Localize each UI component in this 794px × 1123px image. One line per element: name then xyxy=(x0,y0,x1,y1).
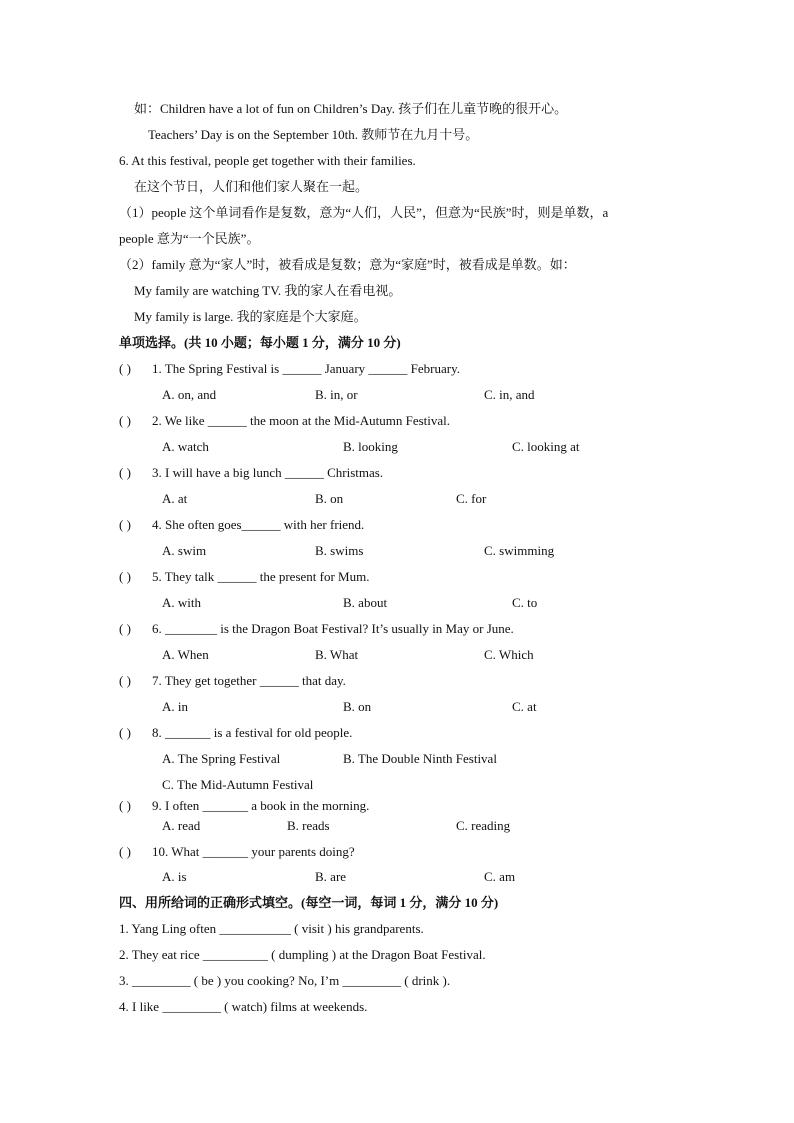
fill-item-3[interactable]: 3. _________ ( be ) you cooking? No, I’m _________ ( drink ). xyxy=(119,973,451,988)
note-line-3: 6. At this festival, people get together with their families. xyxy=(119,153,416,168)
question-8: 8. _______ is a festival for old people. xyxy=(152,725,353,740)
note-line-2: Teachers’ Day is on the September 10th. 教师节在九月十号。 xyxy=(148,127,479,142)
option-1b[interactable]: B. in, or xyxy=(315,387,358,402)
option-7b[interactable]: B. on xyxy=(343,699,372,714)
option-1a[interactable]: A. on, and xyxy=(162,387,217,402)
question-2: 2. We like ______ the moon at the Mid-Autumn Festival. xyxy=(152,413,451,428)
question-9: 9. I often _______ a book in the morning. xyxy=(152,798,370,813)
answer-blank-2[interactable]: ( ) xyxy=(119,413,131,428)
section-4-heading: 四、用所给词的正确形式填空。(每空一词，每词 1 分，满分 10 分) xyxy=(119,895,499,910)
answer-blank-4[interactable]: ( ) xyxy=(119,517,131,532)
option-4c[interactable]: C. swimming xyxy=(484,543,555,558)
fill-item-4[interactable]: 4. I like _________ ( watch) films at weekends. xyxy=(119,999,368,1014)
option-4b[interactable]: B. swims xyxy=(315,543,364,558)
option-2c[interactable]: C. looking at xyxy=(512,439,580,454)
option-6a[interactable]: A. When xyxy=(162,647,209,662)
answer-blank-9[interactable]: ( ) xyxy=(119,798,131,813)
option-8b[interactable]: B. The Double Ninth Festival xyxy=(343,751,497,766)
note-line-6: people 意为“一个民族”。 xyxy=(119,231,260,246)
question-6: 6. ________ is the Dragon Boat Festival? It’s usually in May or June. xyxy=(152,621,514,636)
fill-item-1[interactable]: 1. Yang Ling often ___________ ( visit ) his grandparents. xyxy=(119,921,424,936)
option-3a[interactable]: A. at xyxy=(162,491,188,506)
answer-blank-8[interactable]: ( ) xyxy=(119,725,131,740)
option-6b[interactable]: B. What xyxy=(315,647,359,662)
note-line-5: （1）people 这个单词看作是复数，意为“人们，人民”，但意为“民族”时，则是单数，a xyxy=(119,205,609,220)
option-10b[interactable]: B. are xyxy=(315,869,347,884)
question-1: 1. The Spring Festival is ______ January ______ February. xyxy=(152,361,460,376)
option-9b[interactable]: B. reads xyxy=(287,818,330,833)
option-7a[interactable]: A. in xyxy=(162,699,188,714)
answer-blank-1[interactable]: ( ) xyxy=(119,361,131,376)
answer-blank-6[interactable]: ( ) xyxy=(119,621,131,636)
note-line-9: My family is large. 我的家庭是个大家庭。 xyxy=(134,309,367,324)
option-1c[interactable]: C. in, and xyxy=(484,387,535,402)
option-9c[interactable]: C. reading xyxy=(456,818,511,833)
option-5c[interactable]: C. to xyxy=(512,595,538,610)
note-line-1: 如：Children have a lot of fun on Children’s Day. 孩子们在儿童节晚的很开心。 xyxy=(134,101,568,116)
option-4a[interactable]: A. swim xyxy=(162,543,207,558)
note-line-8: My family are watching TV. 我的家人在看电视。 xyxy=(134,283,402,298)
option-5b[interactable]: B. about xyxy=(343,595,388,610)
option-6c[interactable]: C. Which xyxy=(484,647,534,662)
option-8a[interactable]: A. The Spring Festival xyxy=(162,751,281,766)
note-line-7: （2）family 意为“家人”时，被看成是复数；意为“家庭”时，被看成是单数。如： xyxy=(119,257,576,272)
fill-item-2[interactable]: 2. They eat rice __________ ( dumpling ) at the Dragon Boat Festival. xyxy=(119,947,486,962)
note-line-4: 在这个节日，人们和他们家人聚在一起。 xyxy=(134,179,369,194)
option-2b[interactable]: B. looking xyxy=(343,439,398,454)
section-3-heading: 单项选择。(共 10 小题；每小题 1 分，满分 10 分) xyxy=(119,335,401,350)
option-9a[interactable]: A. read xyxy=(162,818,201,833)
question-3: 3. I will have a big lunch ______ Christmas. xyxy=(152,465,384,480)
option-10a[interactable]: A. is xyxy=(162,869,187,884)
option-2a[interactable]: A. watch xyxy=(162,439,209,454)
option-3b[interactable]: B. on xyxy=(315,491,344,506)
question-5: 5. They talk ______ the present for Mum. xyxy=(152,569,370,584)
question-4: 4. She often goes______ with her friend. xyxy=(152,517,365,532)
answer-blank-5[interactable]: ( ) xyxy=(119,569,131,584)
answer-blank-3[interactable]: ( ) xyxy=(119,465,131,480)
question-10: 10. What _______ your parents doing? xyxy=(152,844,355,859)
option-7c[interactable]: C. at xyxy=(512,699,537,714)
option-8c[interactable]: C. The Mid-Autumn Festival xyxy=(162,777,314,792)
answer-blank-7[interactable]: ( ) xyxy=(119,673,131,688)
option-10c[interactable]: C. am xyxy=(484,869,516,884)
option-5a[interactable]: A. with xyxy=(162,595,201,610)
answer-blank-10[interactable]: ( ) xyxy=(119,844,131,859)
option-3c[interactable]: C. for xyxy=(456,491,487,506)
question-7: 7. They get together ______ that day. xyxy=(152,673,346,688)
